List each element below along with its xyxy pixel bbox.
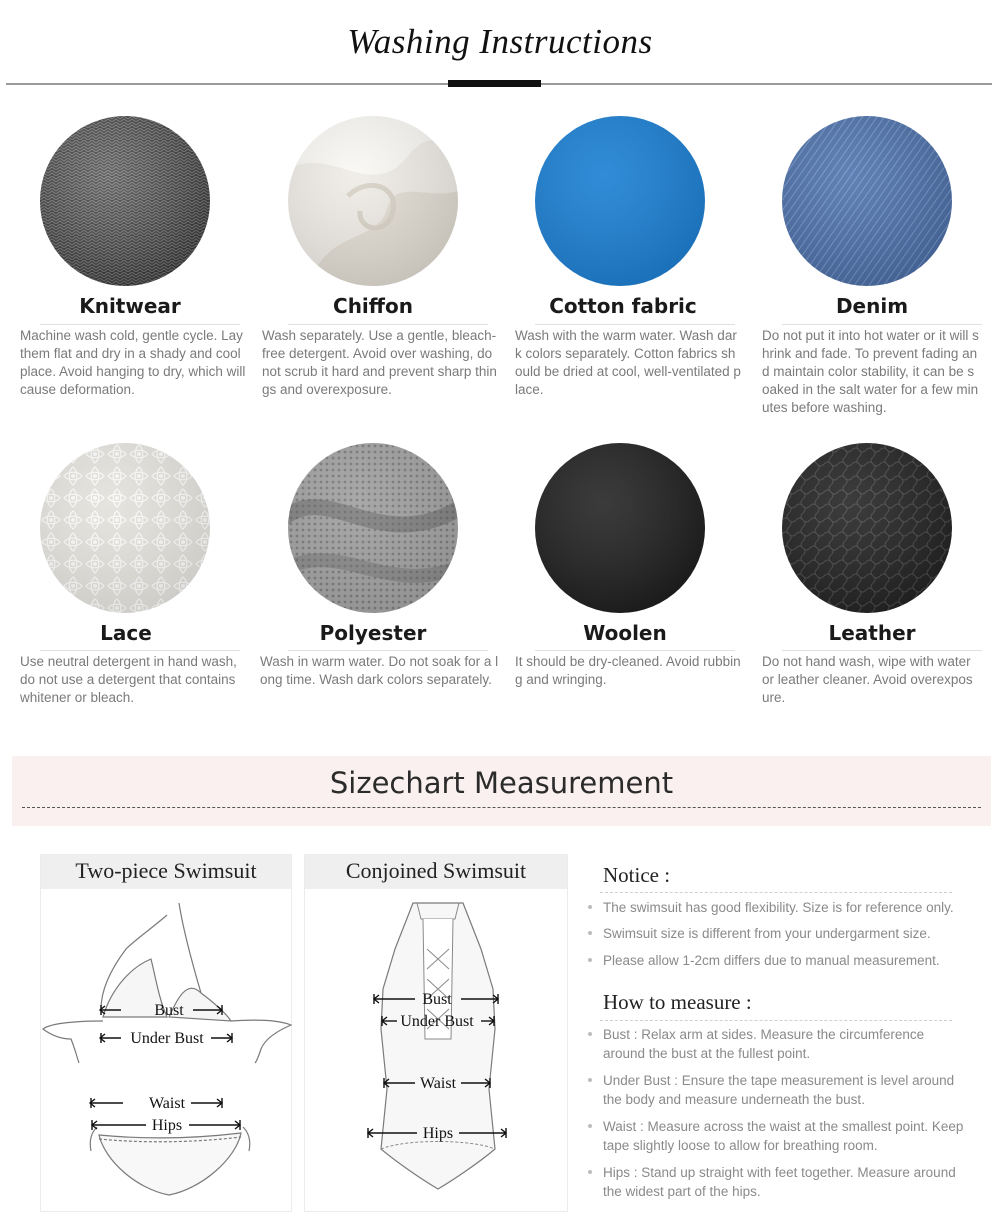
chiffon-swatch — [288, 116, 458, 286]
two-piece-waist-label: Waist — [148, 1095, 186, 1112]
fabric-name: Knitwear — [79, 294, 181, 318]
fabric-name: Lace — [100, 621, 152, 645]
sizechart-banner — [12, 756, 991, 826]
fabric-description: Do not hand wash, wipe with water or leather cleaner. Avoid overexposure. — [762, 654, 973, 705]
two-piece-panel — [40, 854, 292, 1212]
notice-item: Please allow 1-2cm differs due to manual measurement. — [603, 951, 968, 970]
conjoined-diagram — [305, 889, 569, 1211]
how-to-measure-divider — [600, 1020, 952, 1021]
cotton-swatch — [535, 116, 705, 286]
fabric-divider — [782, 324, 982, 325]
fabric-name: Polyester — [319, 621, 427, 645]
leather-swatch — [782, 443, 952, 613]
fabric-divider — [40, 650, 240, 651]
fabric-name: Leather — [828, 621, 916, 645]
bullet-icon — [588, 1032, 592, 1036]
fabric-description: Wash separately. Use a gentle, bleach-free detergent. Avoid over washing, do not scrub it hard and prevent sharp things and overexposure. — [262, 328, 497, 397]
sizechart-title: Sizechart Measurement — [329, 766, 674, 800]
polyester-swatch — [288, 443, 458, 613]
measure-item: Under Bust : Ensure the tape measurement is level around the body and measure underneath the bust. — [603, 1071, 965, 1109]
bullet-icon — [588, 1124, 592, 1128]
knitwear-swatch — [40, 116, 210, 286]
fabric-name: Denim — [835, 294, 909, 318]
two-piece-bust-label: Bust — [154, 1002, 184, 1019]
measure-item: Hips : Stand up straight with feet together. Measure around the widest part of the hips. — [603, 1163, 965, 1201]
measure-item: Bust : Relax arm at sides. Measure the circumference around the bust at the fullest point. — [603, 1025, 965, 1063]
notice-title: Notice : — [603, 863, 671, 887]
fabric-description: Wash in warm water. Do not soak for a long time. Wash dark colors separately. — [260, 654, 499, 687]
washing-header — [0, 0, 1000, 100]
two-piece-title: Two-piece Swimsuit — [41, 855, 291, 889]
header-accent-bar — [448, 80, 541, 87]
fabric-description: Do not put it into hot water or it will shrink and fade. To prevent fading and maintain color stability, it can be soaked in the salt water for a few minutes before washing. — [762, 328, 979, 415]
woolen-swatch — [535, 443, 705, 613]
fabric-name: Chiffon — [333, 294, 413, 318]
bullet-icon — [588, 958, 592, 962]
conjoined-under-bust-label: Under Bust — [400, 1013, 474, 1030]
bullet-icon — [588, 931, 592, 935]
two-piece-under-bust-label: Under Bust — [130, 1030, 204, 1047]
fabric-description: Machine wash cold, gentle cycle. Lay them flat and dry in a shady and cool place. Avoid hanging to dry, which will cause deformation. — [20, 328, 246, 397]
bullet-icon — [588, 905, 592, 909]
conjoined-bust-label: Bust — [422, 991, 452, 1008]
fabric-divider — [782, 650, 982, 651]
notice-item: Swimsuit size is different from your undergarment size. — [603, 924, 968, 943]
fabric-divider — [40, 324, 240, 325]
how-to-measure-title: How to measure : — [603, 990, 752, 1014]
bullet-icon — [588, 1170, 592, 1174]
page-title: Washing Instructions — [347, 22, 653, 61]
measure-item: Waist : Measure across the waist at the smallest point. Keep tape slightly loose to allow for breathing room. — [603, 1117, 965, 1155]
conjoined-waist-label: Waist — [419, 1075, 457, 1092]
fabric-name: Cotton fabric — [549, 294, 697, 318]
bullet-icon — [588, 1078, 592, 1082]
fabric-divider — [535, 650, 735, 651]
conjoined-title: Conjoined Swimsuit — [305, 855, 567, 889]
notice-item: The swimsuit has good flexibility. Size is for reference only. — [603, 898, 968, 917]
lace-swatch — [40, 443, 210, 613]
two-piece-diagram — [41, 889, 293, 1211]
fabric-divider — [535, 324, 735, 325]
fabric-description: Use neutral detergent in hand wash, do not use a detergent that contains whitener or bleach. — [20, 654, 237, 705]
sizechart-divider — [22, 807, 981, 808]
fabric-description: Wash with the warm water. Wash dark colors separately. Cotton fabrics should be dried at cool, well-ventilated place. — [515, 328, 741, 397]
conjoined-panel — [304, 854, 568, 1212]
denim-swatch — [782, 116, 952, 286]
two-piece-hips-label: Hips — [151, 1117, 183, 1134]
fabric-divider — [288, 650, 488, 651]
notice-divider — [600, 892, 952, 893]
fabric-divider — [288, 324, 488, 325]
fabric-name: Woolen — [583, 621, 667, 645]
conjoined-hips-label: Hips — [422, 1125, 454, 1142]
fabric-description: It should be dry-cleaned. Avoid rubbing and wringing. — [515, 654, 741, 687]
